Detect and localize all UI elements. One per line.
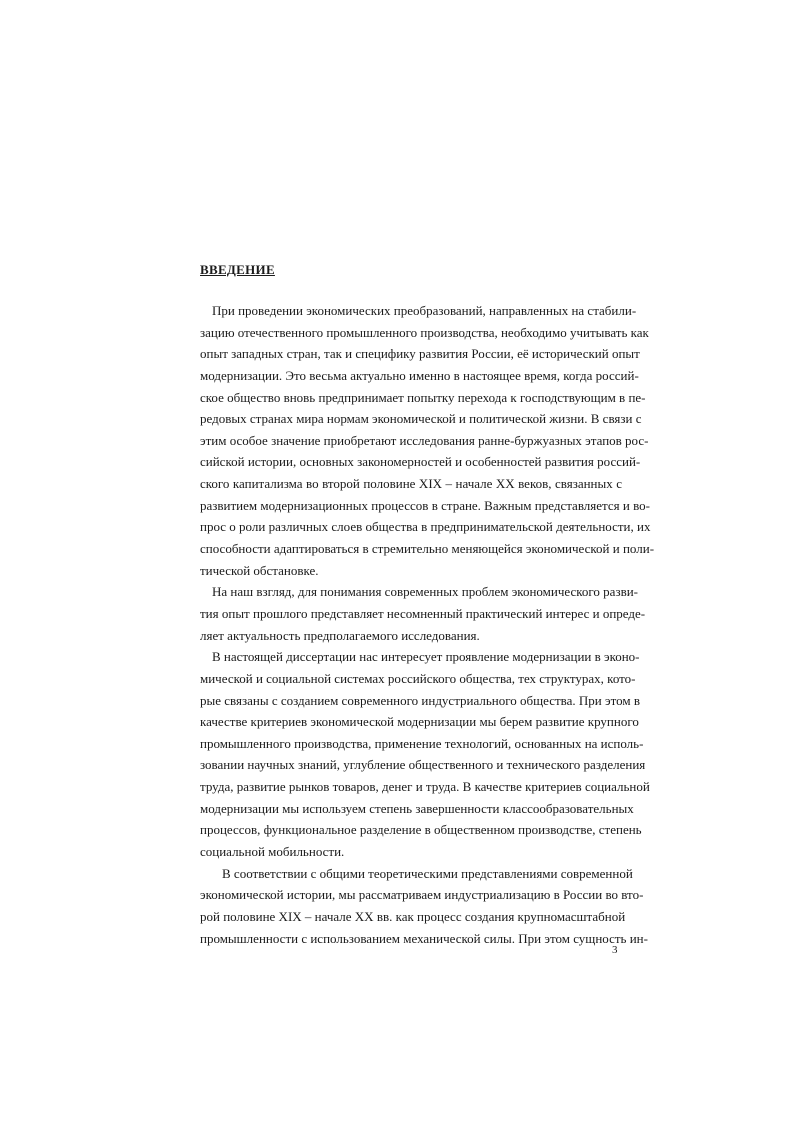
text-line: процессов, функциональное разделение в общественном производстве, степень — [200, 822, 642, 838]
text-line: качестве критериев экономической модернизации мы берем развитие крупного — [200, 714, 639, 730]
text-line: экономической истории, мы рассматриваем индустриализацию в России во вто- — [200, 887, 644, 903]
text-line: редовых странах мира нормам экономической и политической жизни. В связи с — [200, 411, 642, 427]
text-line: прос о роли различных слоев общества в предпринимательской деятельности, их — [200, 519, 651, 535]
text-line: мической и социальной системах российского общества, тех структурах, кото- — [200, 670, 636, 686]
text-line: В соответствии с общими теоретическими представлениями современной — [222, 865, 633, 881]
text-line: опыт западных стран, так и специфику развития России, её исторический опыт — [200, 346, 640, 362]
page-number: 3 — [612, 944, 618, 956]
text-line: ского капитализма во второй половине XIX – начале XX веков, связанных с — [200, 476, 622, 492]
text-line: труда, развитие рынков товаров, денег и труда. В качестве критериев социальной — [200, 779, 650, 795]
text-line: этим особое значение приобретают исследования ранне-буржуазных этапов рос- — [200, 432, 649, 448]
text-line: промышленного производства, применение технологий, основанных на исполь- — [200, 735, 644, 751]
text-line: ляет актуальность предполагаемого исследования. — [200, 627, 480, 643]
text-line: способности адаптироваться в стремительно меняющейся экономической и поли- — [200, 541, 655, 557]
text-line: социальной мобильности. — [200, 844, 345, 860]
text-line: сийской истории, основных закономерностей и особенностей развития россий- — [200, 454, 641, 470]
text-line: модернизации мы используем степень завершенности классообразовательных — [200, 800, 634, 816]
text-line: ское общество вновь предпринимает попытку перехода к господствующим в пе- — [200, 389, 646, 405]
text-line: При проведении экономических преобразований, направленных на стабили- — [212, 303, 637, 318]
text-line: развитием модернизационных процессов в стране. Важным представляется и во- — [200, 497, 650, 513]
text-line: промышленности с использованием механической силы. При этом сущность ин- — [200, 930, 648, 946]
body-text — [200, 300, 655, 949]
text-line: тия опыт прошлого представляет несомненный практический интерес и опреде- — [200, 605, 646, 621]
text-line: рой половине XIX – начале XX вв. как процесс создания крупномасштабной — [200, 908, 626, 924]
text-line: В настоящей диссертации нас интересует проявление модернизации в эконо- — [212, 649, 640, 665]
section-heading: ВВЕДЕНИЕ — [200, 262, 275, 277]
text-line: зовании научных знаний, углубление общественного и технического разделения — [200, 757, 646, 773]
text-line: зацию отечественного промышленного производства, необходимо учитывать как — [200, 324, 649, 340]
text-line: На наш взгляд, для понимания современных проблем экономического разви- — [212, 584, 639, 600]
text-line: модернизации. Это весьма актуально именно в настоящее время, когда россий- — [200, 367, 639, 383]
text-line: рые связаны с созданием современного индустриального общества. При этом в — [200, 692, 640, 708]
text-line: тической обстановке. — [200, 562, 319, 578]
